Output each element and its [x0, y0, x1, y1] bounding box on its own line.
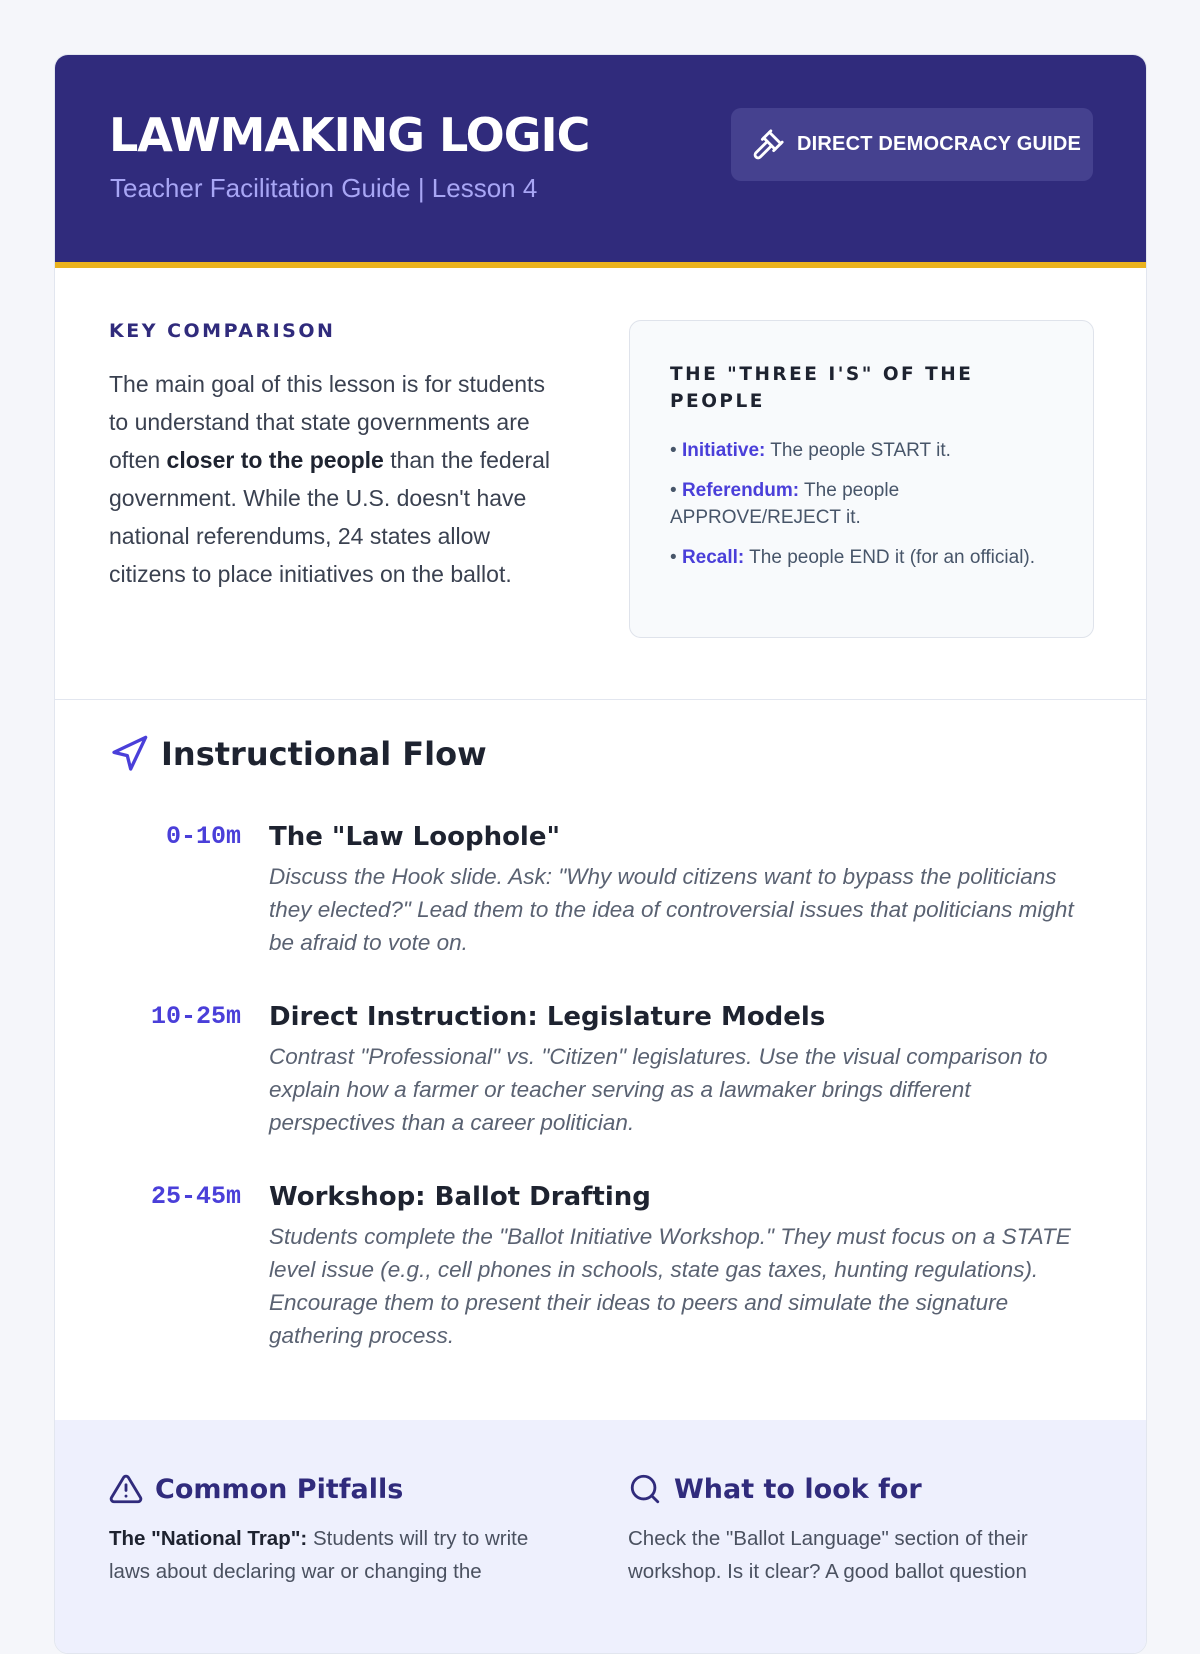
step-text: Contrast "Professional" vs. "Citizen" legislatures. Use the visual comparison to explain how a farmer or teacher serving as a lawmaker brings different perspectives than a career politician.	[269, 1044, 1048, 1135]
page-subtitle: Teacher Facilitation Guide | Lesson 4	[110, 173, 538, 203]
header	[55, 55, 1146, 268]
key-comparison-text	[109, 365, 564, 593]
bullet: •	[670, 480, 677, 501]
tips-section	[55, 1420, 1146, 1654]
bullet: •	[670, 440, 677, 461]
step-title: The "Law Loophole"	[269, 822, 561, 852]
page-title: LAWMAKING LOGIC	[109, 108, 590, 162]
pitfalls-text	[109, 1522, 549, 1588]
step-text: Students complete the "Ballot Initiative Workshop." They must focus on a STATE level issue (e.g., cell phones in schools, state gas taxes, hunting regulations). Encourage them to present their ideas to peers and simulate the signature gathering process.	[269, 1224, 1071, 1348]
pitfalls-bold: The "National Trap":	[109, 1527, 308, 1550]
navigation-arrow-icon	[109, 734, 149, 774]
list-item	[670, 544, 1053, 571]
term-text: The people START it.	[765, 440, 951, 461]
kc-text-part: than the federal government. While the U.S. doesn't have national referendums, 24 states allow citizens to place initiatives on the ballot.	[109, 447, 551, 587]
warning-triangle-icon	[109, 1472, 143, 1506]
flow-heading	[109, 734, 487, 774]
look-for-column	[628, 1420, 1068, 1588]
look-for-text: Check the "Ballot Language" section of their workshop. Is it clear? A good ballot question	[628, 1527, 1028, 1583]
step-time: 0-10m	[165, 822, 241, 851]
search-icon	[628, 1472, 662, 1506]
three-is-title: THE "THREE I'S" OF THE PEOPLE	[670, 364, 974, 412]
flow-title: Instructional Flow	[161, 735, 487, 773]
step-text: Discuss the Hook slide. Ask: "Why would citizens want to bypass the politicians they elected?" Lead them to the idea of controversial issues that politicians might be afraid to vote on.	[269, 864, 1074, 955]
badge-label: DIRECT DEMOCRACY GUIDE	[797, 133, 1082, 155]
key-comparison-section	[55, 268, 1146, 700]
pitfalls-body: Students will try to write laws about declaring war or changing the	[109, 1527, 529, 1583]
gavel-icon	[751, 128, 785, 162]
term: Recall:	[681, 547, 745, 568]
term: Initiative:	[681, 440, 766, 461]
list-item	[670, 437, 1053, 464]
direct-democracy-badge	[731, 108, 1093, 181]
pitfalls-heading	[109, 1472, 549, 1506]
guide-card	[54, 54, 1147, 1654]
list-item	[670, 477, 1053, 531]
bullet: •	[670, 547, 677, 568]
step-time: 25-45m	[150, 1182, 241, 1211]
pitfalls-column	[109, 1420, 549, 1588]
look-for-title: What to look for	[674, 1473, 922, 1505]
step-time: 10-25m	[150, 1002, 241, 1031]
three-is-box	[629, 320, 1094, 638]
term-text: The people END it (for an official).	[744, 547, 1036, 568]
kc-text-part: The main goal of this lesson is for students to understand that state governments are often	[109, 371, 545, 473]
step-title: Workshop: Ballot Drafting	[269, 1182, 651, 1212]
term: Referendum:	[681, 480, 800, 501]
step-title: Direct Instruction: Legislature Models	[269, 1002, 826, 1032]
kc-text-bold: closer to the people	[166, 447, 384, 473]
look-for-heading	[628, 1472, 1068, 1506]
pitfalls-title: Common Pitfalls	[155, 1473, 404, 1505]
key-comparison-label: KEY COMPARISON	[109, 320, 336, 342]
term-text: The people APPROVE/REJECT it.	[670, 480, 900, 528]
